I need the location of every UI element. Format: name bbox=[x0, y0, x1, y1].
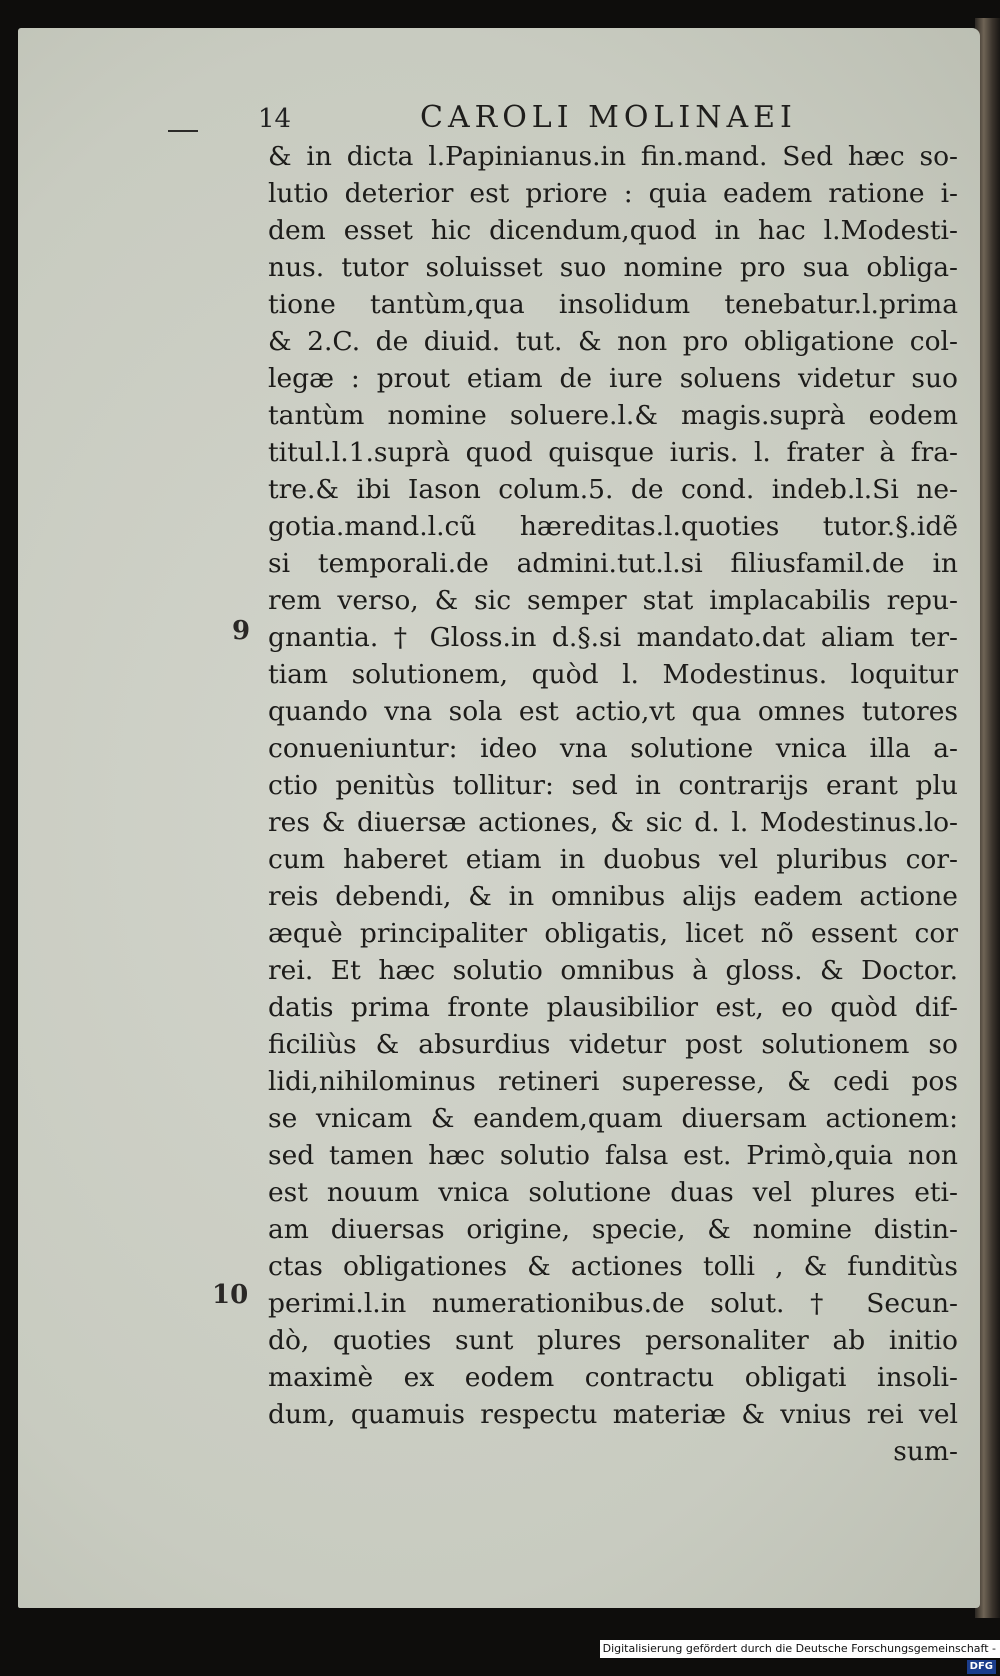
text-line: gnantia. † Gloss.in d.§.si mandato.dat aliam ter- bbox=[268, 622, 958, 653]
text-line: dò, quoties sunt plures personaliter ab initio bbox=[268, 1325, 958, 1356]
text-line: am diuersas origine, specie, & nomine distin- bbox=[268, 1214, 958, 1245]
text-line: tantùm nomine soluere.l.& magis.suprà eodem bbox=[268, 400, 958, 431]
text-line: ctas obligationes & actiones tolli , & funditùs bbox=[268, 1251, 958, 1282]
text-line: lidi,nihilominus retineri superesse, & cedi pos bbox=[268, 1066, 958, 1097]
text-line: dum, quamuis respectu materiæ & vnius rei vel bbox=[268, 1399, 958, 1430]
marginal-note-9: 9 bbox=[232, 616, 251, 646]
text-line: & 2.C. de diuid. tut. & non pro obligatione col- bbox=[268, 326, 958, 357]
marginal-note-10: 10 bbox=[212, 1280, 249, 1310]
text-line: tre.& ibi Iason colum.5. de cond. indeb.l.Si ne- bbox=[268, 474, 958, 505]
text-line: legæ : prout etiam de iure soluens videtur suo bbox=[268, 363, 958, 394]
text-line: res & diuersæ actiones, & sic d. l. Modestinus.lo- bbox=[268, 807, 958, 838]
text-line: rei. Et hæc solutio omnibus à gloss. & Doctor. bbox=[268, 955, 958, 986]
text-line: se vnicam & eandem,quam diuersam actionem: bbox=[268, 1103, 958, 1134]
catchword: sum- bbox=[893, 1436, 958, 1467]
text-line: sed tamen hæc solutio falsa est. Primò,quia non bbox=[268, 1140, 958, 1171]
digitization-footer bbox=[600, 1640, 1000, 1672]
text-line: & in dicta l.Papinianus.in fin.mand. Sed hæc so- bbox=[268, 141, 958, 172]
text-line: dem esset hic dicendum,quod in hac l.Modesti- bbox=[268, 215, 958, 246]
body-text bbox=[268, 138, 958, 1470]
text-line: ficiliùs & absurdius videtur post solutionem so bbox=[268, 1029, 958, 1060]
text-line: tione tantùm,qua insolidum tenebatur.l.prima bbox=[268, 289, 958, 320]
text-line: tiam solutionem, quòd l. Modestinus. loquitur bbox=[268, 659, 958, 690]
text-line: si temporali.de admini.tut.l.si filiusfamil.de in bbox=[268, 548, 958, 579]
running-head: CAROLI MOLINAEI bbox=[420, 100, 797, 135]
text-line: nus. tutor soluisset suo nomine pro sua obliga- bbox=[268, 252, 958, 283]
margin-dash bbox=[168, 130, 198, 132]
text-line: æquè principaliter obligatis, licet nõ essent cor bbox=[268, 918, 958, 949]
text-line: reis debendi, & in omnibus alijs eadem actione bbox=[268, 881, 958, 912]
text-line: datis prima fronte plausibilior est, eo quòd dif- bbox=[268, 992, 958, 1023]
text-line: maximè ex eodem contractu obligati insoli- bbox=[268, 1362, 958, 1393]
page-number: 14 bbox=[258, 104, 292, 134]
text-line: cum haberet etiam in duobus vel pluribus cor- bbox=[268, 844, 958, 875]
text-line: lutio deterior est priore : quia eadem ratione i- bbox=[268, 178, 958, 209]
text-line: rem verso, & sic semper stat implacabilis repu- bbox=[268, 585, 958, 616]
footer-credit: Digitalisierung gefördert durch die Deutsche Forschungsgemeinschaft - bbox=[602, 1642, 996, 1655]
text-line: gotia.mand.l.cũ hæreditas.l.quoties tutor.§.idẽ bbox=[268, 511, 958, 542]
text-line: conueniuntur: ideo vna solutione vnica illa a- bbox=[268, 733, 958, 764]
text-line: est nouum vnica solutione duas vel plures eti- bbox=[268, 1177, 958, 1208]
text-line: ctio penitùs tollitur: sed in contrarijs erant plu bbox=[268, 770, 958, 801]
text-line: titul.l.1.suprà quod quisque iuris. l. frater à fra- bbox=[268, 437, 958, 468]
text-line: quando vna sola est actio,vt qua omnes tutores bbox=[268, 696, 958, 727]
dfg-logo: DFG bbox=[967, 1660, 996, 1674]
text-line: perimi.l.in numerationibus.de solut. † Secun- bbox=[268, 1288, 958, 1319]
